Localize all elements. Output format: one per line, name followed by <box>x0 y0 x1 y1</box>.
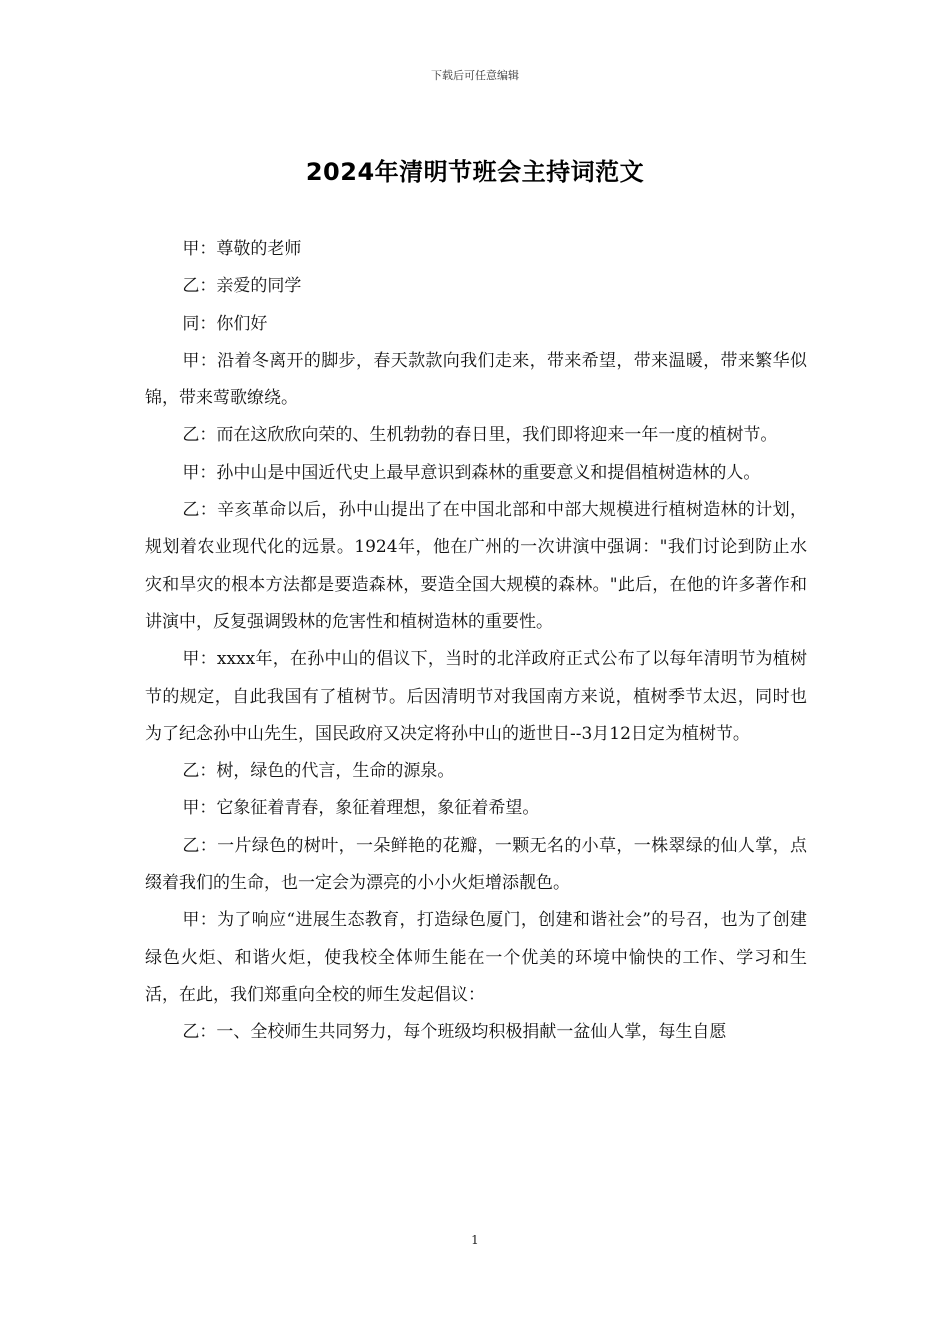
paragraph: 乙：而在这欣欣向荣的、生机勃勃的春日里，我们即将迎来一年一度的植树节。 <box>182 425 778 446</box>
header-note: 下载后可任意编辑 <box>431 69 519 82</box>
paragraph: 乙：亲爱的同学 <box>182 276 302 297</box>
paragraph: 甲：为了响应“进展生态教育，打造绿色厦门，创建和谐社会”的号召，也为了创建绿色火炬、和谐火炬，使我校全体师生能在一个优美的环境中愉快的工作、学习和生活，在此，我们郑重向全校的师生发起倡议： <box>145 910 807 1005</box>
paragraph: 乙：树，绿色的代言，生命的源泉。 <box>182 761 455 782</box>
document-body <box>145 231 807 1052</box>
document-title: 2024年清明节班会主持词范文 <box>305 158 645 186</box>
paragraph: 甲：沿着冬离开的脚步，春天款款向我们走来，带来希望，带来温暖，带来繁华似锦，带来莺歌缭绕。 <box>145 350 807 409</box>
paragraph: 甲：尊敬的老师 <box>182 239 302 259</box>
paragraph: 甲：它象征着青春，象征着理想，象征着希望。 <box>182 798 540 819</box>
paragraph: 乙：一、全校师生共同努力，每个班级均积极捐献一盆仙人掌，每生自愿 <box>182 1022 727 1043</box>
paragraph: 甲：孙中山是中国近代史上最早意识到森林的重要意义和提倡植树造林的人。 <box>182 462 761 483</box>
page-number: 1 <box>471 1233 479 1247</box>
paragraph: 同：你们好 <box>182 313 268 334</box>
paragraph: 乙：一片绿色的树叶，一朵鲜艳的花瓣，一颗无名的小草，一株翠绿的仙人掌，点缀着我们的生命，也一定会为漂亮的小小火炬增添靓色。 <box>145 835 807 894</box>
paragraph: 甲：xxxx年，在孙中山的倡议下，当时的北洋政府正式公布了以每年清明节为植树节的规定，自此我国有了植树节。后因清明节对我国南方来说，植树季节太迟，同时也为了纪念孙中山先生，国民政府又决定将孙中山的逝世日--3月12日定为植树节。 <box>145 649 807 744</box>
paragraph: 乙：辛亥革命以后，孙中山提出了在中国北部和中部大规模进行植树造林的计划，规划着农业现代化的远景。1924年，他在广州的一次讲演中强调："我们讨论到防止水灾和旱灾的根本方法都是要造森林，要造全国大规模的森林。"此后，在他的许多著作和讲演中，反复强调毁林的危害性和植树造林的重要性。 <box>145 500 807 632</box>
